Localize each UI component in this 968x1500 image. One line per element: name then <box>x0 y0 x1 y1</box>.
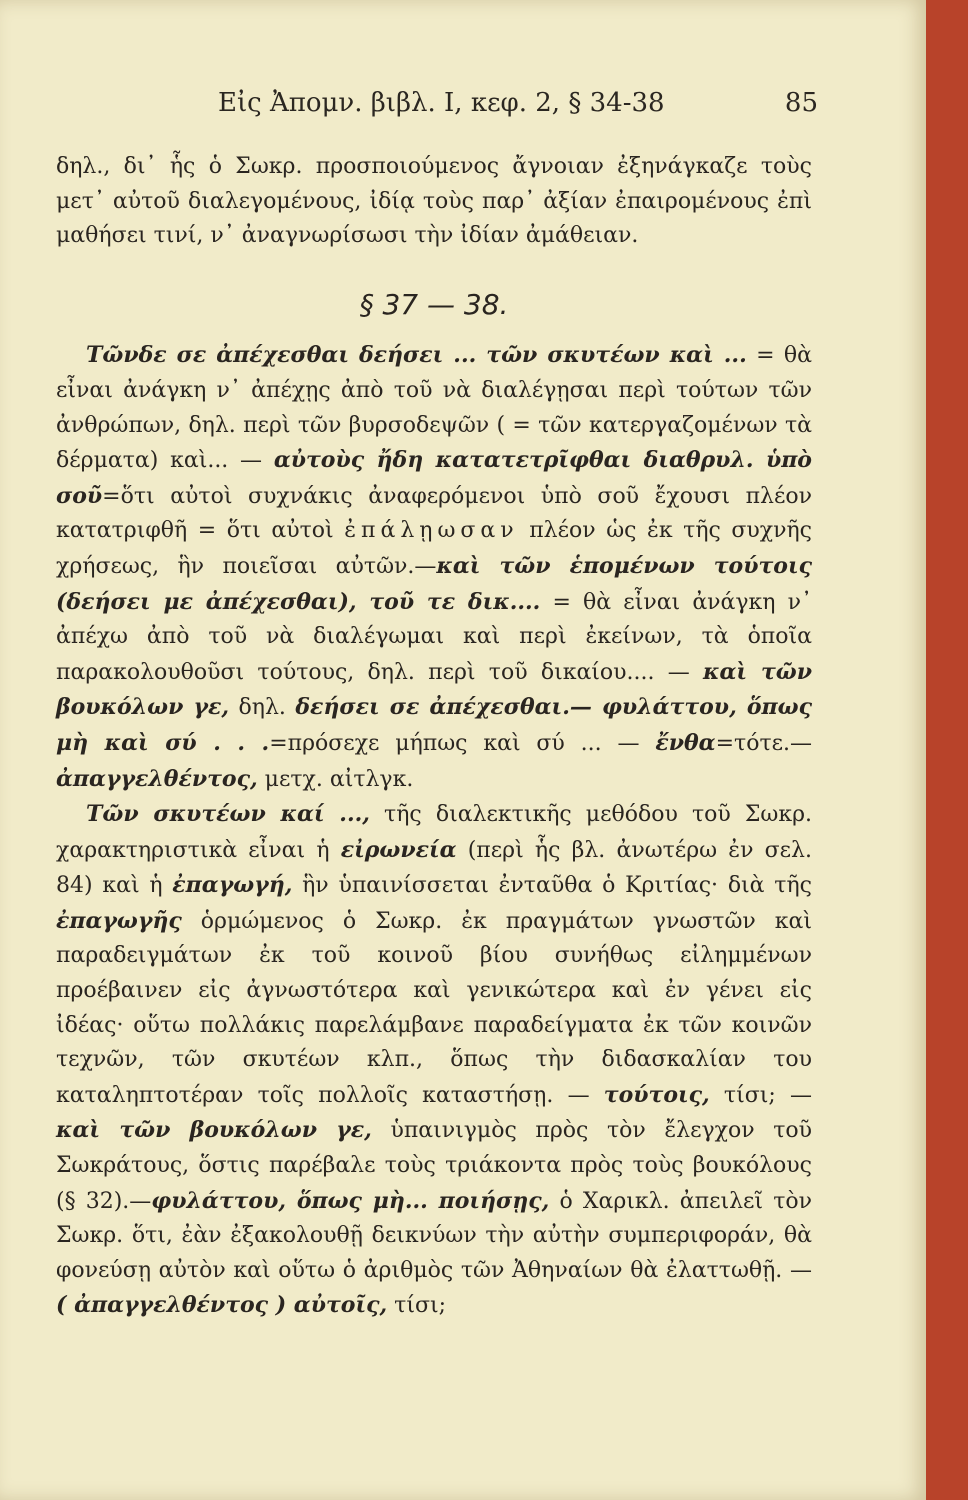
gloss: = θὰ εἶναι ἀνάγκη ν᾿ ἀπέχῃς ἀπὸ τοῦ νὰ διαλέγῃσαι περὶ τούτων τῶν ἀνθρώπων, δηλ. περὶ τῶν βυρσοδεψῶν ( = τῶν κατεργαζομένων τὰ δέρματα) καὶ... — <box>56 343 812 474</box>
lemma: Τῶνδε σε ἀπέχεσθαι δεήσει ... τῶν σκυτέων καὶ ... <box>86 342 747 369</box>
lemma: αὐτοὺς ἤδη κατατετρῖφθαι διαθρυλ. ὑπὸ σοῦ <box>56 447 812 509</box>
gloss: ὁ Χαρικλ. ἀπειλεῖ τὸν Σωκρ. ὅτι, ἐὰν ἐξακολουθῇ δεικνύων τὴν αὐτὴν συμπεριφοράν, θὰ φονεύσῃ αὐτὸν καὶ οὕτω ὁ ἀριθμὸς τῶν Ἀθηναίων θὰ ἐλαττωθῇ. — <box>56 1188 812 1283</box>
gloss: δηλ. <box>229 695 296 721</box>
lemma: ( ἀπαγγελθέντος ) αὐτοῖς, <box>56 1292 388 1319</box>
spaced-word: ἐπάλῃωσαν <box>344 518 519 544</box>
lemma: καὶ τῶν βουκόλων γε, <box>56 1117 372 1144</box>
lemma: φυλάττου, ὅπως μὴ... ποιήσῃς, <box>151 1187 550 1214</box>
running-title: Εἰς Ἀπομν. βιβλ. Ι, κεφ. 2, § 34-38 <box>218 88 665 118</box>
gloss: (περὶ ἧς βλ. ἀνωτέρω ἐν σελ. 84) καὶ ἡ <box>56 837 812 899</box>
paragraph-2 <box>56 338 812 797</box>
gloss: πλέον ὡς ἐκ τῆς συχνῆς χρήσεως, ἣν ποιεῖσαι αὐτῶν.— <box>56 518 812 579</box>
lemma: δεήσει σε ἀπέχεσθαι.— φυλάττου, ὅπως μὴ καὶ σύ . . . <box>56 694 812 756</box>
lemma: ἔνθα <box>655 729 716 756</box>
gloss: τῆς διαλεκτικῆς μεθόδου τοῦ Σωκρ. χαρακτηριστικὰ εἶναι ἡ <box>56 802 812 863</box>
lemma: ἐπαγωγή, <box>172 872 293 899</box>
gloss: = θὰ εἶναι ἀνάγκη ν᾿ ἀπέχω ἀπὸ τοῦ νὰ διαλέγωμαι καὶ περὶ ἐκείνων, τὰ ὁποῖα παρακολουθοῦσι τούτους, δηλ. περὶ τοῦ δικαίου.... — <box>56 589 812 685</box>
gloss: μετχ. αἰτλγκ. <box>257 766 414 792</box>
gloss: τίσι; <box>387 1293 447 1319</box>
gloss: =πρόσεχε μήπως καὶ σύ ... — <box>269 730 656 756</box>
lemma: Τῶν σκυτέων καί ..., <box>86 801 370 828</box>
lemma: εἰρωνεία <box>340 836 457 863</box>
section-heading: § 37 — 38. <box>359 287 509 321</box>
lemma: τούτοις, <box>603 1081 710 1108</box>
lemma: ἐπαγωγῆς <box>56 907 182 934</box>
lemma: ἀπαγγελθέντος, <box>56 765 258 792</box>
gloss: ὁρμώμενος ὁ Σωκρ. ἐκ πραγμάτων γνωστῶν καὶ παραδειγμάτων ἐκ τοῦ κοινοῦ βίου συνήθως εἰλημμένων προέβαινεν εἰς ἀγνωστότερα καὶ γενικώτερα καὶ ἐν γένει εἰς ἰδέας· οὕτω πολλάκις παρελάμβανε παραδείγματα ἐκ τῶν κοινῶν τεχνῶν, τῶν σκυτέων κλπ., ὅπως τὴν διδασκαλίαν του καταληπτοτέραν τοῖς πολλοῖς καταστήσῃ. — <box>56 908 812 1108</box>
gloss: =ὅτι αὐτοὶ συχνάκις ἀναφερόμενοι ὑπὸ σοῦ ἔχουσι πλέον κατατριφθῆ = ὅτι αὐτοὶ <box>56 483 812 544</box>
running-header <box>218 88 818 118</box>
gloss: ἣν ὑπαινίσσεται ἐνταῦθα ὁ Κριτίας· διὰ τῆς <box>292 873 812 899</box>
gloss: ὑπαινιγμὸς πρὸς τὸν ἔλεγχον τοῦ Σωκράτους, ὅστις παρέβαλε τοὺς τριάκοντα πρὸς τοὺς βουκόλους (§ 32).— <box>56 1118 813 1214</box>
lemma: καὶ τῶν ἑπομένων τούτοις (δεήσει με ἀπέχεσθαι), τοῦ τε δικ.... <box>56 552 812 615</box>
lemma: καὶ τῶν βουκόλων γε, <box>56 658 812 721</box>
body-text <box>56 150 812 1324</box>
paragraph-1: δηλ., δι᾿ ἧς ὁ Σωκρ. προσποιούμενος ἄγνοιαν ἐξηνάγκαζε τοὺς μετ᾿ αὐτοῦ διαλεγομένους, ἰδίᾳ τοὺς παρ᾿ ἀξίαν ἐπαιρομένους ἐπὶ μαθήσει τινί, ν᾿ ἀναγνωρίσωσι τὴν ἰδίαν ἀμάθειαν. <box>56 154 812 249</box>
gloss: τίσι; — <box>709 1082 813 1108</box>
page-number: 85 <box>784 88 818 118</box>
gloss: =τότε.— <box>715 730 813 756</box>
paragraph-3 <box>56 797 812 1324</box>
